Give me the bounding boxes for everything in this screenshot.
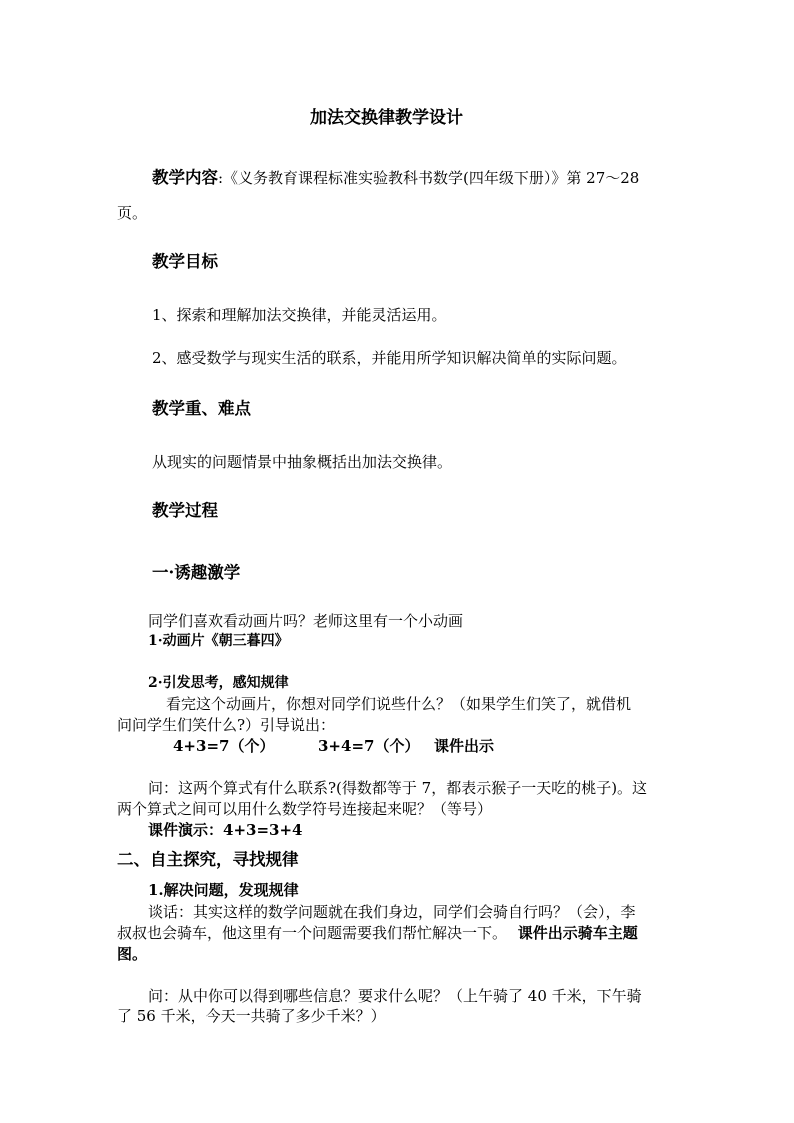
content-text: :《义务教育课程标准实验教科书数学(四年级下册）》第 27～28: [218, 169, 640, 187]
part1-para2-line1: 问：这两个算式有什么联系?(得数都等于 7，都表示猴子一天吃的桃子)。这: [148, 779, 648, 797]
goals-heading: 教学目标: [152, 252, 218, 271]
part2-talk-text: 叔叔也会骑车，他这里有一个问题需要我们帮忙解决一下。: [117, 924, 508, 942]
part1-step2: 2·引发思考，感知规律: [148, 675, 289, 691]
key-points-text: 从现实的问题情景中抽象概括出加法交换律。: [152, 453, 453, 471]
part2-step1: 1.解决问题，发现规律: [148, 881, 299, 899]
goal-item-2: 2、感受数学与现实生活的联系，并能用所学知识解决简单的实际问题。: [152, 349, 627, 367]
content-label: 教学内容: [152, 168, 218, 187]
process-heading: 教学过程: [152, 501, 218, 520]
part2-talk-line2: [117, 923, 638, 943]
document-title: 加法交换律教学设计: [310, 108, 463, 128]
key-points-heading: 教学重、难点: [152, 399, 251, 418]
part2-ask-line1: 问：从中你可以得到哪些信息？要求什么呢？（上午骑了 40 千米，下午骑: [148, 987, 642, 1005]
part1-para1-line1: 看完这个动画片，你想对同学们说些什么？（如果学生们笑了，就借机: [166, 695, 632, 713]
part1-para2-line2: 两个算式之间可以用什么数学符号连接起来呢？（等号）: [117, 800, 493, 818]
goal-item-1: 1、探索和理解加法交换律，并能灵活运用。: [152, 306, 447, 324]
courseware-demo: 课件演示：4+3=3+4: [148, 821, 303, 839]
part1-intro: 同学们喜欢看动画片吗？老师这里有一个小动画: [148, 612, 464, 630]
part2-heading: 二、自主探究，寻找规律: [117, 850, 299, 869]
part2-ask-line2: 了 56 千米，今天一共骑了多少千米？）: [117, 1007, 386, 1025]
courseware-note: 课件出示: [434, 737, 495, 755]
part1-para1-line2: 问问学生们笑什么?）引导说出：: [117, 716, 336, 734]
part2-courseware-note: 课件出示骑车主题: [517, 924, 638, 942]
part2-talk-line3: 图。: [117, 945, 148, 963]
part1-heading: 一·诱趣激学: [152, 563, 241, 582]
equation-2: 3+4=7（个）: [318, 737, 420, 755]
part2-talk-line1: 谈话：其实这样的数学问题就在我们身边，同学们会骑自行吗？（会），李: [148, 903, 636, 921]
content-line: [152, 168, 639, 188]
equation-1: 4+3=7（个）: [173, 737, 275, 755]
part1-step1: 1·动画片《朝三暮四》: [148, 633, 289, 649]
content-line-2: 页。: [117, 204, 148, 222]
